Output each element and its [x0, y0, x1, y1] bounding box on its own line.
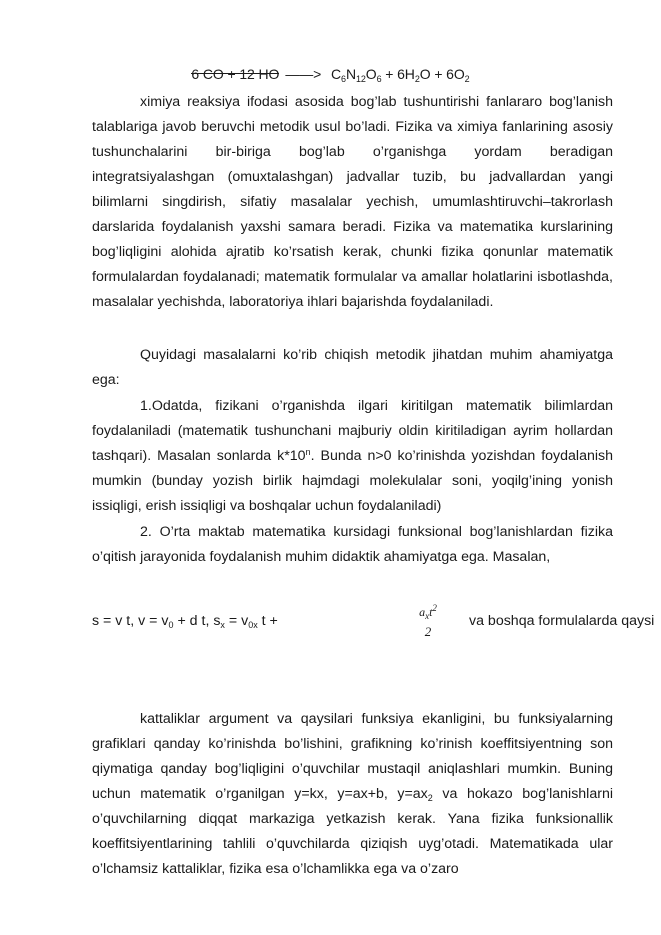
fraction-denominator: 2 [424, 624, 432, 639]
equation-arrow: ——> [285, 66, 322, 82]
paragraph-2: Quyidagi masalalarni ko’rib chiqish metodik jihatdan muhim ahamiyatga ega: [92, 347, 613, 388]
fraction-numerator: $a_xt^2$ [419, 603, 437, 621]
paragraph-1: ximiya reaksiya ifodasi asosida bog’lab tushuntirishi fanlararo bog’lanish talablariga javob beruvchi metodik usul bo’ladi. Fizika va ximiya fanlarining asosiy tushunchalarini bir-biriga bog’lab o’rganishga yordam beradigan integratsiyalashgan (omuxtalashgan) jadvallar tuzib, bu jadvallardan yangi bilimlarni singdirish, sifatiy masalalar yechish, umumlashtiruvchi–takrorlash darslarida foydalanish yaxshi samara beradi. Fizika va matematika kurslarining bog’liqligini alohida ajratib ko’rsatish kerak, chunki fizika qonunlar matematik formulalardan foydalanadi; matematik formulalar va amallar holatlarini isbotlashda, masalalar yechishda, laboratoriya ihlari bajarishda foydalaniladi. [92, 94, 613, 310]
paragraph-4: 2. O’rta maktab matematika kursidagi funksional bog’lanishlardan fizika o’qitish jarayonida foydalanish muhim didaktik ahamiyatga ega. Masalan, [92, 524, 613, 565]
chemical-equation [0, 66, 661, 82]
paragraph-5: kattaliklar argument va qaysilari funksiya ekanligini, bu funksiyalarning grafiklari qanday ko’rinishda bo’lishini, grafikning ko’rinish koeffitsiyentning son qiymatiga qanday bog’liqligini o’quvchilar mustaqil aniqlashlari mumkin. Buning uchun matematik o’rganilgan y=kx, y=ax+b, $y=ax_2$ va hokazo bog’lanishlarni o’quvchilarning diqqat markaziga yetkazish kerak. Yana fizika funksionallik koeffitsiyentlarining tahlili o’quvchilarda qiziqish uyg’otadi. Matematikada ular o’lchamsiz kattaliklar, fizika esa o’lchamlikka ega va o’zaro [92, 711, 613, 877]
formula-left: s = v t, $v = v_0 + d$ t, $s_x = v_{0x}$ t + [92, 613, 278, 630]
kinematics-formula [92, 603, 655, 661]
paragraph-3: 1.Odatda, fizikani o’rganishda ilgari kiritilgan matematik bilimlardan foydalaniladi (matematik tushunchani majburiy oldin kiritiladigan ayrim hollardan tashqari). Masalan sonlarda k*10$^n$. Bunda n>0 ko’rinishda yozishdan foydalanish mumkin (bunday yozish birlik hajmdagi molekulalar soni, yoqilg’ining yonish issiqligi, erish issiqligi va boshqalar uchun foydalaniladi) [92, 398, 613, 514]
equation-reactants: 6 CO + 12 HO [191, 66, 280, 82]
equation-products: $C_6N_{12}O_6 + 6H_2O + 6O_2$ [331, 66, 470, 84]
formula-fraction [415, 605, 441, 640]
formula-trailing-text: va boshqa formulalarda qaysi [469, 613, 655, 629]
